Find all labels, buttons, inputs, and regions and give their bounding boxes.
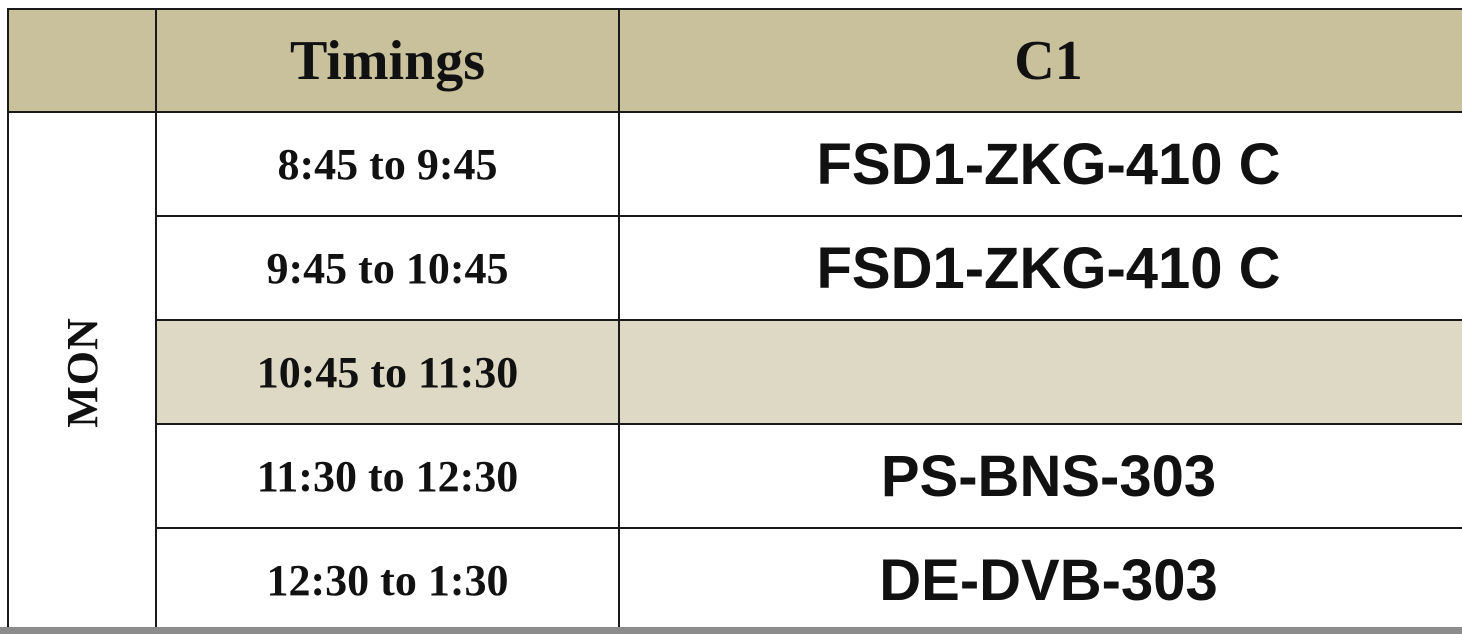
table-row xyxy=(8,528,1462,632)
day-cell xyxy=(8,112,156,632)
course-cell: PS-BNS-303 xyxy=(619,424,1462,528)
time-cell: 11:30 to 12:30 xyxy=(156,424,619,528)
time-cell: 12:30 to 1:30 xyxy=(156,528,619,632)
time-cell: 9:45 to 10:45 xyxy=(156,216,619,320)
class-header: C1 xyxy=(619,9,1462,112)
table-row xyxy=(8,112,1462,216)
header-row xyxy=(8,9,1462,112)
course-cell: DE-DVB-303 xyxy=(619,528,1462,632)
day-label: MON xyxy=(57,316,107,428)
course-cell: FSD1-ZKG-410 C xyxy=(619,216,1462,320)
course-cell-empty xyxy=(619,320,1462,424)
timetable xyxy=(7,8,1462,633)
bottom-divider xyxy=(0,627,1462,634)
timings-header: Timings xyxy=(156,9,619,112)
table-row xyxy=(8,216,1462,320)
table-row xyxy=(8,424,1462,528)
time-cell: 10:45 to 11:30 xyxy=(156,320,619,424)
corner-cell xyxy=(8,9,156,112)
break-row xyxy=(8,320,1462,424)
time-cell: 8:45 to 9:45 xyxy=(156,112,619,216)
course-cell: FSD1-ZKG-410 C xyxy=(619,112,1462,216)
